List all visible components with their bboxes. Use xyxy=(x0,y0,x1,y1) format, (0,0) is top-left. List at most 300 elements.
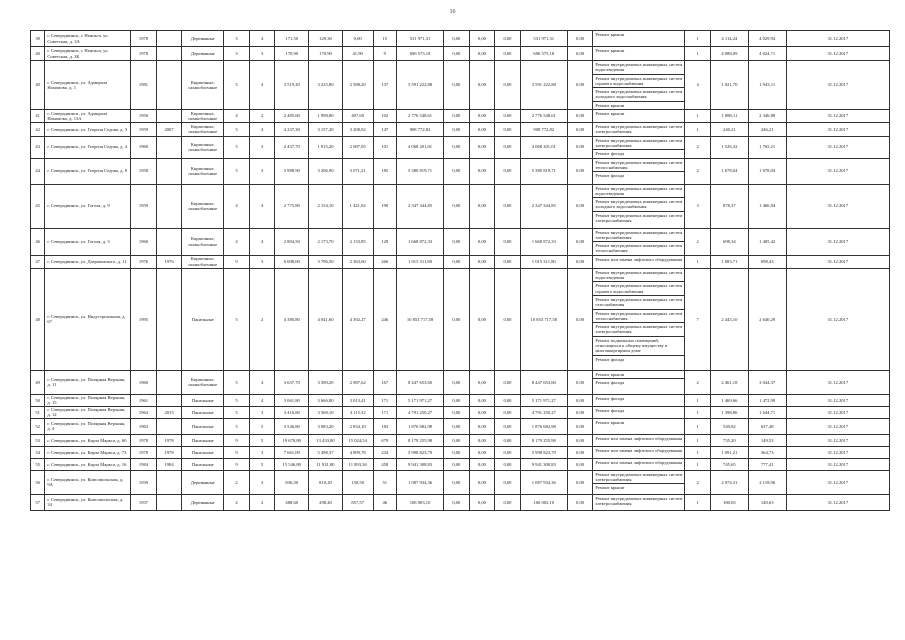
cell-units: 1 xyxy=(685,123,711,137)
cell-fund-regional: 0,00 xyxy=(469,158,495,184)
cell-num: 56 xyxy=(31,470,45,494)
cell-year: 2015 xyxy=(156,406,182,418)
cell-area-public: 0,00 xyxy=(342,31,373,47)
cell-max-cost: 1 943,11 xyxy=(748,61,786,110)
work-item: Ремонт фасада xyxy=(595,395,625,401)
cell-unit-cost: 180,65 xyxy=(710,494,748,510)
cell-fund-regional: 0,00 xyxy=(469,136,495,158)
cell-addr: г. Северодвинск, ул. Полярная Верхняя, д. 4 xyxy=(45,418,131,434)
work-item: Ремонт фасада xyxy=(595,151,625,157)
cell-fund-federal: 0,00 xyxy=(444,394,470,406)
work-item: Ремонт подвальных помещений, относящихся к общему имуществу в многоквартирном доме xyxy=(593,337,684,356)
cell-area-public: 4 899,78 xyxy=(342,446,373,458)
cell-fund-owners: 9 941 308,83 xyxy=(520,458,567,470)
cell-floors: 3 xyxy=(224,47,250,61)
cell-num: 53 xyxy=(31,434,45,446)
cell-unit-cost: 246,21 xyxy=(710,123,748,137)
cell-deadline: 31.12.2017 xyxy=(786,470,889,494)
cell-works xyxy=(593,370,685,394)
cell-units: 1 xyxy=(685,110,711,123)
cell-floors: 5 xyxy=(224,136,250,158)
cell-area-residential: 4 041,60 xyxy=(309,268,343,370)
cell-fund-regional: 0,00 xyxy=(469,31,495,47)
cell-area-residential: 3 568,10 xyxy=(309,406,343,418)
cell-cost-total: 8 447 653,60 xyxy=(397,370,444,394)
cell-total-area: 4 380,80 xyxy=(275,268,309,370)
cell-fund-regional: 0,00 xyxy=(469,418,495,434)
cell-entrances: 4 xyxy=(249,184,275,228)
cell-year xyxy=(156,31,182,47)
work-item: Ремонт внутридомовых инженерных систем холодного водоснабжения xyxy=(593,88,684,102)
cell-num: 50 xyxy=(31,394,45,406)
cell-fund-federal: 0,00 xyxy=(444,370,470,394)
table-row xyxy=(31,110,890,123)
cell-year: 2007 xyxy=(156,123,182,137)
cell-fund-local: 0,00 xyxy=(495,406,521,418)
cell-fund-local: 0,00 xyxy=(495,434,521,446)
cell-total-area: 3 416,80 xyxy=(275,406,309,418)
cell-fund-local: 0,00 xyxy=(495,136,521,158)
cell-deadline: 31.12.2017 xyxy=(786,268,889,370)
cell-fund-other: 0,00 xyxy=(567,158,593,184)
cell-works xyxy=(593,31,685,47)
cell-max-cost: 246,21 xyxy=(748,123,786,137)
cell-floors: 5 xyxy=(224,123,250,137)
cell-year: 1981 xyxy=(131,61,157,110)
cell-area-public: 15 024,54 xyxy=(342,434,373,446)
cell-works xyxy=(593,47,685,61)
cell-entrances: 4 xyxy=(249,370,275,394)
cell-cost-total: 10 853 717,58 xyxy=(397,268,444,370)
cell-fund-local: 0,00 xyxy=(495,123,521,137)
cell-units: 1 xyxy=(685,434,711,446)
cell-fund-regional: 0,00 xyxy=(469,434,495,446)
cell-area-residential: 3 225,80 xyxy=(309,61,343,110)
cell-fund-regional: 0,00 xyxy=(469,268,495,370)
cell-residents: 458 xyxy=(373,458,397,470)
cell-year xyxy=(156,184,182,228)
cell-fund-federal: 0,00 xyxy=(444,61,470,110)
cell-num: 49 xyxy=(31,370,45,394)
table-row xyxy=(31,158,890,184)
cell-addr: г. Северодвинск, г. Ненокса, ул. Советская, д. 3А xyxy=(45,31,131,47)
cell-floors: 5 xyxy=(224,394,250,406)
cell-area-residential: 3 666,80 xyxy=(309,394,343,406)
cell-entrances: 3 xyxy=(249,255,275,268)
cell-area-public: 2 834,10 xyxy=(342,418,373,434)
cell-year xyxy=(156,136,182,158)
cell-unit-cost: 1 088,11 xyxy=(710,110,748,123)
cell-max-cost: 1 472,99 xyxy=(748,394,786,406)
cell-fund-regional: 0,00 xyxy=(469,184,495,228)
cell-fund-other: 0,00 xyxy=(567,394,593,406)
cell-residents: 15 xyxy=(373,31,397,47)
cell-fund-federal: 0,00 xyxy=(444,406,470,418)
cell-unit-cost: 1 083,71 xyxy=(710,255,748,268)
cell-residents: 246 xyxy=(373,268,397,370)
cell-max-cost: 637,48 xyxy=(748,418,786,434)
cell-fund-other: 0,00 xyxy=(567,136,593,158)
cell-fund-federal: 0,00 xyxy=(444,110,470,123)
cell-material: Деревянные xyxy=(182,494,224,510)
cell-max-cost: 2 118,96 xyxy=(748,470,786,494)
cell-floors: 9 xyxy=(224,434,250,446)
cell-material: Кирпичные, шлакоблочные xyxy=(182,61,224,110)
cell-unit-cost: 549,82 xyxy=(710,418,748,434)
cell-num: 40 xyxy=(31,47,45,61)
cell-cost-total: 531 971,31 xyxy=(397,31,444,47)
cell-units: 1 xyxy=(685,406,711,418)
cell-year xyxy=(156,228,182,255)
cell-entrances: 4 xyxy=(249,61,275,110)
cell-floors: 4 xyxy=(224,110,250,123)
table-row xyxy=(31,184,890,228)
table-row xyxy=(31,61,890,110)
cell-area-residential: 3 796,50 xyxy=(309,255,343,268)
cell-area-residential: 810,20 xyxy=(309,470,343,494)
table-row xyxy=(31,123,890,137)
cell-unit-cost: 4 114,24 xyxy=(710,31,748,47)
cell-fund-owners: 5 171 971,27 xyxy=(520,394,567,406)
table-row xyxy=(31,268,890,370)
cell-deadline: 31.12.2017 xyxy=(786,406,889,418)
work-item: Ремонт фасада xyxy=(595,173,625,179)
cell-area-residential: 170,90 xyxy=(309,47,343,61)
cell-fund-regional: 0,00 xyxy=(469,61,495,110)
cell-area-residential: 3 083,20 xyxy=(309,418,343,434)
cell-area-residential: 298,40 xyxy=(309,494,343,510)
cell-area-residential: 13 433,80 xyxy=(309,434,343,446)
cell-num: 40 xyxy=(31,61,45,110)
cell-units: 1 xyxy=(685,394,711,406)
work-item: Ремонт внутридомовых инженерных систем газоснабжения xyxy=(593,296,684,310)
cell-addr: г. Северодвинск, ул. Гоголя, д. 3 xyxy=(45,228,131,255)
cell-cost-total: 106 003,10 xyxy=(397,494,444,510)
cell-unit-cost: 1 021,70 xyxy=(710,61,748,110)
cell-cost-total: 5 171 971,27 xyxy=(397,394,444,406)
cell-fund-other: 0,00 xyxy=(567,268,593,370)
cell-unit-cost: 1 526,32 xyxy=(710,136,748,158)
cell-works xyxy=(593,418,685,434)
cell-addr: г. Северодвинск, ул. Полярная Верхняя, д. 11 xyxy=(45,370,131,394)
cell-total-area: 3 546,80 xyxy=(275,418,309,434)
cell-works xyxy=(593,268,685,370)
cell-fund-regional: 0,00 xyxy=(469,394,495,406)
cell-fund-federal: 0,00 xyxy=(444,184,470,228)
work-item: Ремонт внутридомовых инженерных систем электроснабжения xyxy=(593,471,684,485)
cell-unit-cost: 4 088,09 xyxy=(710,47,748,61)
cell-year: 1958 xyxy=(131,158,157,184)
cell-units: 2 xyxy=(685,370,711,394)
cell-residents: 171 xyxy=(373,406,397,418)
cell-unit-cost: 2 461,18 xyxy=(710,370,748,394)
cell-material: Панельные xyxy=(182,394,224,406)
cell-material: Кирпичные, шлакоблочные xyxy=(182,228,224,255)
cell-num: 39 xyxy=(31,31,45,47)
cell-num: 55 xyxy=(31,458,45,470)
cell-cost-total: 2 347 344,85 xyxy=(397,184,444,228)
cell-year: 1959 xyxy=(131,184,157,228)
cell-year: 1960 xyxy=(131,136,157,158)
cell-fund-federal: 0,00 xyxy=(444,123,470,137)
cell-area-public: 407,60 xyxy=(342,110,373,123)
cell-unit-cost: 878,37 xyxy=(710,184,748,228)
cell-material: Панельные xyxy=(182,406,224,418)
cell-year xyxy=(156,268,182,370)
cell-max-cost: 140,63 xyxy=(748,494,786,510)
cell-entrances: 2 xyxy=(249,268,275,370)
cell-year xyxy=(156,110,182,123)
cell-units: 1 xyxy=(685,494,711,510)
cell-area-public: 3 071,21 xyxy=(342,158,373,184)
cell-addr: г. Северодвинск, ул. Карла Маркса, д. 16 xyxy=(45,458,131,470)
cell-fund-other: 0,00 xyxy=(567,110,593,123)
cell-addr: г. Северодвинск, ул. Карла Маркса, д. 73 xyxy=(45,446,131,458)
cell-area-public: 2 363,60 xyxy=(342,255,373,268)
cell-floors: 9 xyxy=(224,446,250,458)
cell-deadline: 31.12.2017 xyxy=(786,31,889,47)
cell-area-public: 3 013,41 xyxy=(342,394,373,406)
cell-fund-owners: 5 380 819,71 xyxy=(520,158,567,184)
cell-area-residential: 1 998,80 xyxy=(309,110,343,123)
cell-area-public: 1 421,02 xyxy=(342,184,373,228)
cell-fund-local: 0,00 xyxy=(495,446,521,458)
cell-year: 1937 xyxy=(131,494,157,510)
cell-entrances: 4 xyxy=(249,228,275,255)
cell-fund-regional: 0,00 xyxy=(469,255,495,268)
work-item: Ремонт или замена лифтового оборудования xyxy=(595,447,683,453)
cell-floors: 9 xyxy=(224,458,250,470)
cell-max-cost: 2 640,29 xyxy=(748,268,786,370)
cell-floors: 5 xyxy=(224,418,250,434)
cell-addr: г. Северодвинск, ул. Адмирала Нахимова, д. 1 xyxy=(45,61,131,110)
cell-unit-cost: 2 074,31 xyxy=(710,470,748,494)
cell-total-area: 171,50 xyxy=(275,31,309,47)
cell-works xyxy=(593,123,685,137)
cell-material: Кирпичные, шлакоблочные xyxy=(182,110,224,123)
cell-fund-other: 0,00 xyxy=(567,31,593,47)
cell-total-area: 3 519,20 xyxy=(275,61,309,110)
cell-area-public: 2 133,85 xyxy=(342,228,373,255)
cell-fund-regional: 0,00 xyxy=(469,123,495,137)
cell-total-area: 19 670,80 xyxy=(275,434,309,446)
cell-floors: 5 xyxy=(224,268,250,370)
work-item: Ремонт крыши xyxy=(595,485,625,491)
cell-fund-federal: 0,00 xyxy=(444,31,470,47)
cell-material: Кирпичные, шлакоблочные xyxy=(182,158,224,184)
cell-fund-owners: 4 791 250,27 xyxy=(520,406,567,418)
work-item: Ремонт или замена лифтового оборудования xyxy=(595,435,683,441)
cell-num: 41 xyxy=(31,110,45,123)
cell-fund-federal: 0,00 xyxy=(444,494,470,510)
cell-fund-local: 0,00 xyxy=(495,61,521,110)
cell-deadline: 31.12.2017 xyxy=(786,370,889,394)
cell-max-cost: 4 029,94 xyxy=(748,31,786,47)
cell-cost-total: 1 087 934,36 xyxy=(397,470,444,494)
cell-area-residential: 3 206,90 xyxy=(309,158,343,184)
cell-total-area: 2 485,60 xyxy=(275,110,309,123)
cell-works xyxy=(593,158,685,184)
cell-works xyxy=(593,184,685,228)
cell-material: Кирпичные, шлакоблочные xyxy=(182,255,224,268)
cell-fund-federal: 0,00 xyxy=(444,470,470,494)
work-item: Ремонт внутридомовых инженерных систем горячего водоснабжения xyxy=(593,282,684,296)
cell-addr: г. Северодвинск, г. Ненокса, ул. Советская, д. 3Б xyxy=(45,47,131,61)
work-item: Ремонт внутридомовых инженерных систем холодного водоснабжения xyxy=(593,198,684,212)
table-row xyxy=(31,418,890,434)
cell-entrances: 4 xyxy=(249,394,275,406)
cell-max-cost: 149,53 xyxy=(748,434,786,446)
cell-year xyxy=(156,394,182,406)
cell-residents: 147 xyxy=(373,123,397,137)
work-item: Ремонт внутридомовых инженерных систем водоотведения xyxy=(593,61,684,75)
cell-floors: 3 xyxy=(224,31,250,47)
cell-area-residential: 11 931,80 xyxy=(309,458,343,470)
cell-num: 51 xyxy=(31,406,45,418)
cell-addr: г. Северодвинск, ул. Георгия Седова, д. 3 xyxy=(45,123,131,137)
cell-total-area: 3 637,70 xyxy=(275,370,309,394)
cell-fund-owners: 531 971,31 xyxy=(520,31,567,47)
cell-year xyxy=(156,47,182,61)
cell-units: 2 xyxy=(685,470,711,494)
cell-entrances: 5 xyxy=(249,418,275,434)
cell-total-area: 2 775,80 xyxy=(275,184,309,228)
cell-area-public: 857,57 xyxy=(342,494,373,510)
cell-fund-federal: 0,00 xyxy=(444,47,470,61)
cell-cost-total: 1 876 682,98 xyxy=(397,418,444,434)
cell-deadline: 31.12.2017 xyxy=(786,136,889,158)
cell-fund-local: 0,00 xyxy=(495,47,521,61)
cell-fund-regional: 0,00 xyxy=(469,470,495,494)
cell-residents: 185 xyxy=(373,158,397,184)
table-row xyxy=(31,47,890,61)
cell-year: 1995 xyxy=(131,268,157,370)
cell-residents: 51 xyxy=(373,470,397,494)
cell-fund-regional: 0,00 xyxy=(469,228,495,255)
cell-residents: 234 xyxy=(373,446,397,458)
cell-cost-total: 5 998 823,79 xyxy=(397,446,444,458)
cell-deadline: 31.12.2017 xyxy=(786,228,889,255)
work-item: Ремонт или замена лифтового оборудования xyxy=(595,256,683,262)
cell-units: 2 xyxy=(685,158,711,184)
cell-max-cost: 1 466,94 xyxy=(748,184,786,228)
cell-total-area: 2 437,70 xyxy=(275,136,309,158)
cell-units: 1 xyxy=(685,255,711,268)
cell-floors: 5 xyxy=(224,370,250,394)
cell-floors: 9 xyxy=(224,255,250,268)
cell-addr: г. Северодвинск, ул. Полярная Верхняя, д. 12 xyxy=(45,406,131,418)
work-item: Ремонт внутридомовых инженерных систем электроснабжения xyxy=(593,137,684,151)
cell-max-cost: 1 765,21 xyxy=(748,136,786,158)
cell-cost-total: 8 179 255,98 xyxy=(397,434,444,446)
cell-total-area: 488,60 xyxy=(275,494,309,510)
cell-fund-local: 0,00 xyxy=(495,184,521,228)
cell-fund-local: 0,00 xyxy=(495,470,521,494)
cell-fund-other: 0,00 xyxy=(567,228,593,255)
cell-deadline: 31.12.2017 xyxy=(786,494,889,510)
cell-num: 42 xyxy=(31,123,45,137)
cell-fund-regional: 0,00 xyxy=(469,494,495,510)
cell-residents: 46 xyxy=(373,494,397,510)
cell-max-cost: 698,43 xyxy=(748,255,786,268)
cell-works xyxy=(593,406,685,418)
cell-area-residential: 2 154,10 xyxy=(309,184,343,228)
cell-year: 1976 xyxy=(156,255,182,268)
table-row xyxy=(31,31,890,47)
cell-entrances: 5 xyxy=(249,458,275,470)
work-item: Ремонт внутридомовых инженерных систем теплоснабжения xyxy=(593,159,684,173)
cell-fund-federal: 0,00 xyxy=(444,255,470,268)
cell-cost-total: 4 068 201,01 xyxy=(397,136,444,158)
cell-entrances: 2 xyxy=(249,494,275,510)
cell-deadline: 31.12.2017 xyxy=(786,158,889,184)
work-item: Ремонт крыши xyxy=(595,48,625,53)
work-item: Ремонт крыши xyxy=(595,419,625,425)
cell-works xyxy=(593,394,685,406)
cell-material: Кирпичные, шлакоблочные xyxy=(182,123,224,137)
cell-area-public: 3 208,02 xyxy=(342,123,373,137)
cell-cost-total: 5 380 819,71 xyxy=(397,158,444,184)
cell-fund-local: 0,00 xyxy=(495,268,521,370)
cell-fund-federal: 0,00 xyxy=(444,228,470,255)
cell-fund-local: 0,00 xyxy=(495,255,521,268)
cell-year xyxy=(156,370,182,394)
cell-material: Панельные xyxy=(182,434,224,446)
cell-entrances: 3 xyxy=(249,406,275,418)
cell-area-public: 2 087,05 xyxy=(342,136,373,158)
cell-units: 1 xyxy=(685,47,711,61)
work-item: Ремонт крыши xyxy=(595,32,625,37)
table-row xyxy=(31,255,890,268)
cell-material: Кирпичные, шлакоблочные xyxy=(182,136,224,158)
cell-fund-regional: 0,00 xyxy=(469,47,495,61)
cell-deadline: 31.12.2017 xyxy=(786,255,889,268)
cell-fund-other: 0,00 xyxy=(567,255,593,268)
cell-fund-other: 0,00 xyxy=(567,458,593,470)
cell-residents: 266 xyxy=(373,255,397,268)
cell-fund-owners: 2 347 344,85 xyxy=(520,184,567,228)
cell-fund-other: 0,00 xyxy=(567,47,593,61)
cell-area-residential: 129,30 xyxy=(309,31,343,47)
cell-max-cost: 364,73 xyxy=(748,446,786,458)
cell-works xyxy=(593,110,685,123)
cell-fund-regional: 0,00 xyxy=(469,110,495,123)
cell-entrances: 3 xyxy=(249,470,275,494)
cell-area-public: 2 987,62 xyxy=(342,370,373,394)
cell-residents: 679 xyxy=(373,434,397,446)
cell-addr: г. Северодвинск, ул. Георгия Седова, д. 4 xyxy=(45,136,131,158)
cell-entrances: 5 xyxy=(249,434,275,446)
table-row xyxy=(31,406,890,418)
cell-material: Панельные xyxy=(182,446,224,458)
table-row xyxy=(31,136,890,158)
cell-fund-owners: 10 853 717,58 xyxy=(520,268,567,370)
cell-works xyxy=(593,458,685,470)
work-item: Ремонт или замена лифтового оборудования xyxy=(595,459,683,465)
cell-max-cost: 777,41 xyxy=(748,458,786,470)
work-item: Ремонт фасада xyxy=(595,380,625,386)
work-item: Ремонт внутридомовых инженерных систем водоотведения xyxy=(593,185,684,199)
cell-material: Деревянные xyxy=(182,31,224,47)
cell-deadline: 31.12.2017 xyxy=(786,47,889,61)
cell-material: Панельные xyxy=(182,458,224,470)
work-item: Ремонт крыши xyxy=(595,111,625,117)
cell-units: 1 xyxy=(685,31,711,47)
cell-fund-other: 0,00 xyxy=(567,61,593,110)
table-row xyxy=(31,470,890,494)
work-item: Ремонт фасада xyxy=(595,356,625,362)
cell-fund-local: 0,00 xyxy=(495,370,521,394)
